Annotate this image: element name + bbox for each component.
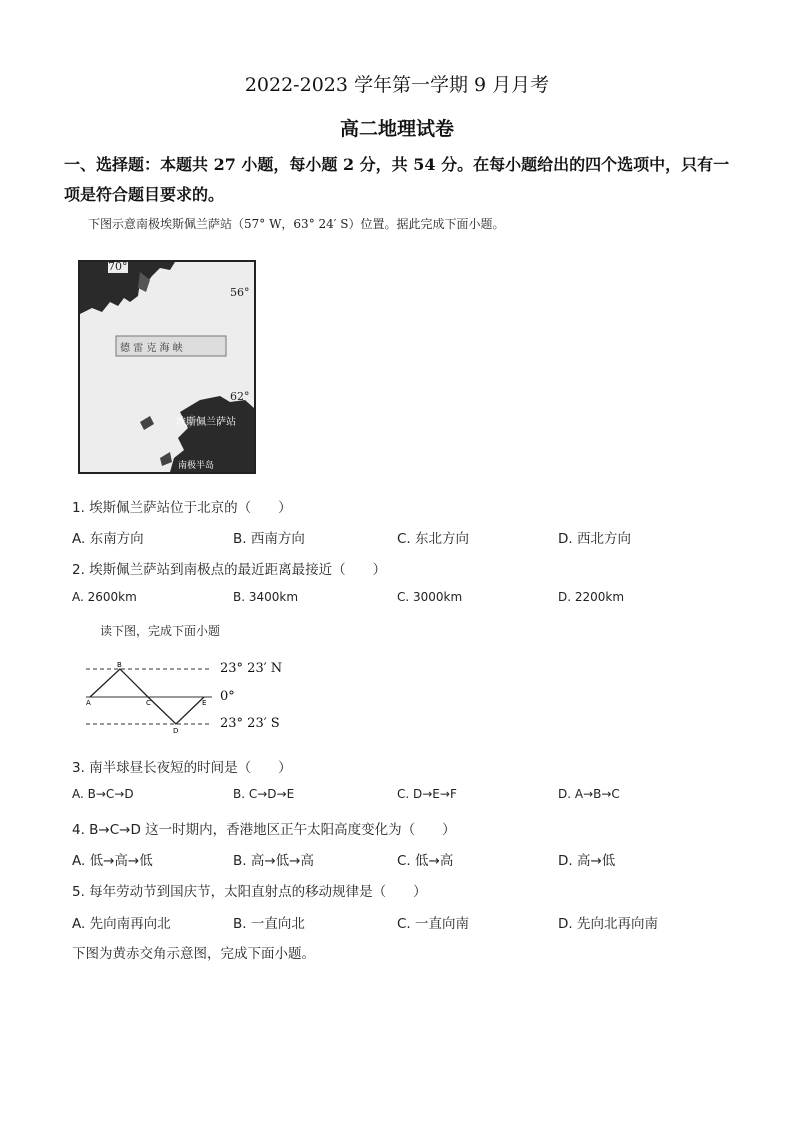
- exam-title: 2022-2023 学年第一学期 9 月月考: [244, 74, 550, 96]
- q1-option-a[interactable]: A. 东南方向: [72, 531, 144, 547]
- q5-option-c[interactable]: C. 一直向南: [397, 916, 470, 932]
- q4-option-d[interactable]: D. 高→低: [558, 853, 616, 869]
- question-2-stem: 2. 埃斯佩兰萨站到南极点的最近距离最接近（ ）: [72, 562, 387, 578]
- point-d-label: D: [173, 727, 179, 735]
- subsolar-diagram-lines: [84, 658, 214, 736]
- map-drawing: [80, 262, 254, 472]
- q3-option-d[interactable]: D. A→B→C: [558, 787, 620, 801]
- q5-option-d[interactable]: D. 先向北再向南: [558, 916, 658, 932]
- sea-label: 德 雷 克 海 峡: [120, 343, 183, 354]
- lat-north-label: 23° 23′ N: [220, 661, 283, 676]
- lat-label-56: 56°: [230, 286, 250, 299]
- q2-option-d[interactable]: D. 2200km: [558, 590, 625, 604]
- subsolar-diagram: [84, 658, 304, 736]
- exam-subtitle: 高二地理试卷: [339, 118, 454, 140]
- diagram-intro: 读下图，完成下面小题: [100, 624, 221, 638]
- map-intro: 下图示意南极埃斯佩兰萨站（57° W，63° 24′ S）位置。据此完成下面小题。: [88, 217, 505, 231]
- q1-option-d[interactable]: D. 西北方向: [558, 531, 631, 547]
- question-5-stem: 5. 每年劳动节到国庆节，太阳直射点的移动规律是（ ）: [72, 884, 427, 900]
- lat-label-70: 70°: [108, 260, 128, 273]
- question-1-stem: 1. 埃斯佩兰萨站位于北京的（ ）: [72, 500, 292, 516]
- point-c-label: C: [146, 699, 151, 707]
- peninsula-label: 南极半岛: [178, 461, 215, 471]
- q3-option-a[interactable]: A. B→C→D: [72, 787, 134, 801]
- q4-option-c[interactable]: C. 低→高: [397, 853, 454, 869]
- lat-label-62: 62°: [230, 390, 250, 403]
- q1-option-b[interactable]: B. 西南方向: [233, 531, 305, 547]
- section-heading: 一、选择题：本题共 27 小题，每小题 2 分，共 54 分。在每小题给出的四个选项中，只有一项是符合题目要求的。: [64, 155, 730, 204]
- q2-option-b[interactable]: B. 3400km: [233, 590, 299, 604]
- antarctic-map: [78, 260, 256, 474]
- q5-option-b[interactable]: B. 一直向北: [233, 916, 305, 932]
- question-4-stem: 4. B→C→D 这一时期内，香港地区正午太阳高度变化为（ ）: [72, 822, 456, 838]
- question-3-stem: 3. 南半球昼长夜短的时间是（ ）: [72, 760, 292, 776]
- q4-option-a[interactable]: A. 低→高→低: [72, 853, 153, 869]
- obliquity-intro: 下图为黄赤交角示意图，完成下面小题。: [72, 946, 315, 962]
- point-e-label: E: [202, 699, 207, 707]
- q3-option-b[interactable]: B. C→D→E: [233, 787, 295, 801]
- q2-option-a[interactable]: A. 2600km: [72, 590, 137, 604]
- q4-option-b[interactable]: B. 高→低→高: [233, 853, 314, 869]
- point-a-label: A: [86, 699, 91, 707]
- q5-option-a[interactable]: A. 先向南再向北: [72, 916, 171, 932]
- q3-option-c[interactable]: C. D→E→F: [397, 787, 457, 801]
- lat-equator-label: 0°: [220, 689, 235, 704]
- lat-south-label: 23° 23′ S: [220, 716, 280, 731]
- station-label: 埃斯佩兰萨站: [176, 417, 236, 428]
- point-b-label: B: [117, 661, 122, 669]
- q2-option-c[interactable]: C. 3000km: [397, 590, 463, 604]
- q1-option-c[interactable]: C. 东北方向: [397, 531, 470, 547]
